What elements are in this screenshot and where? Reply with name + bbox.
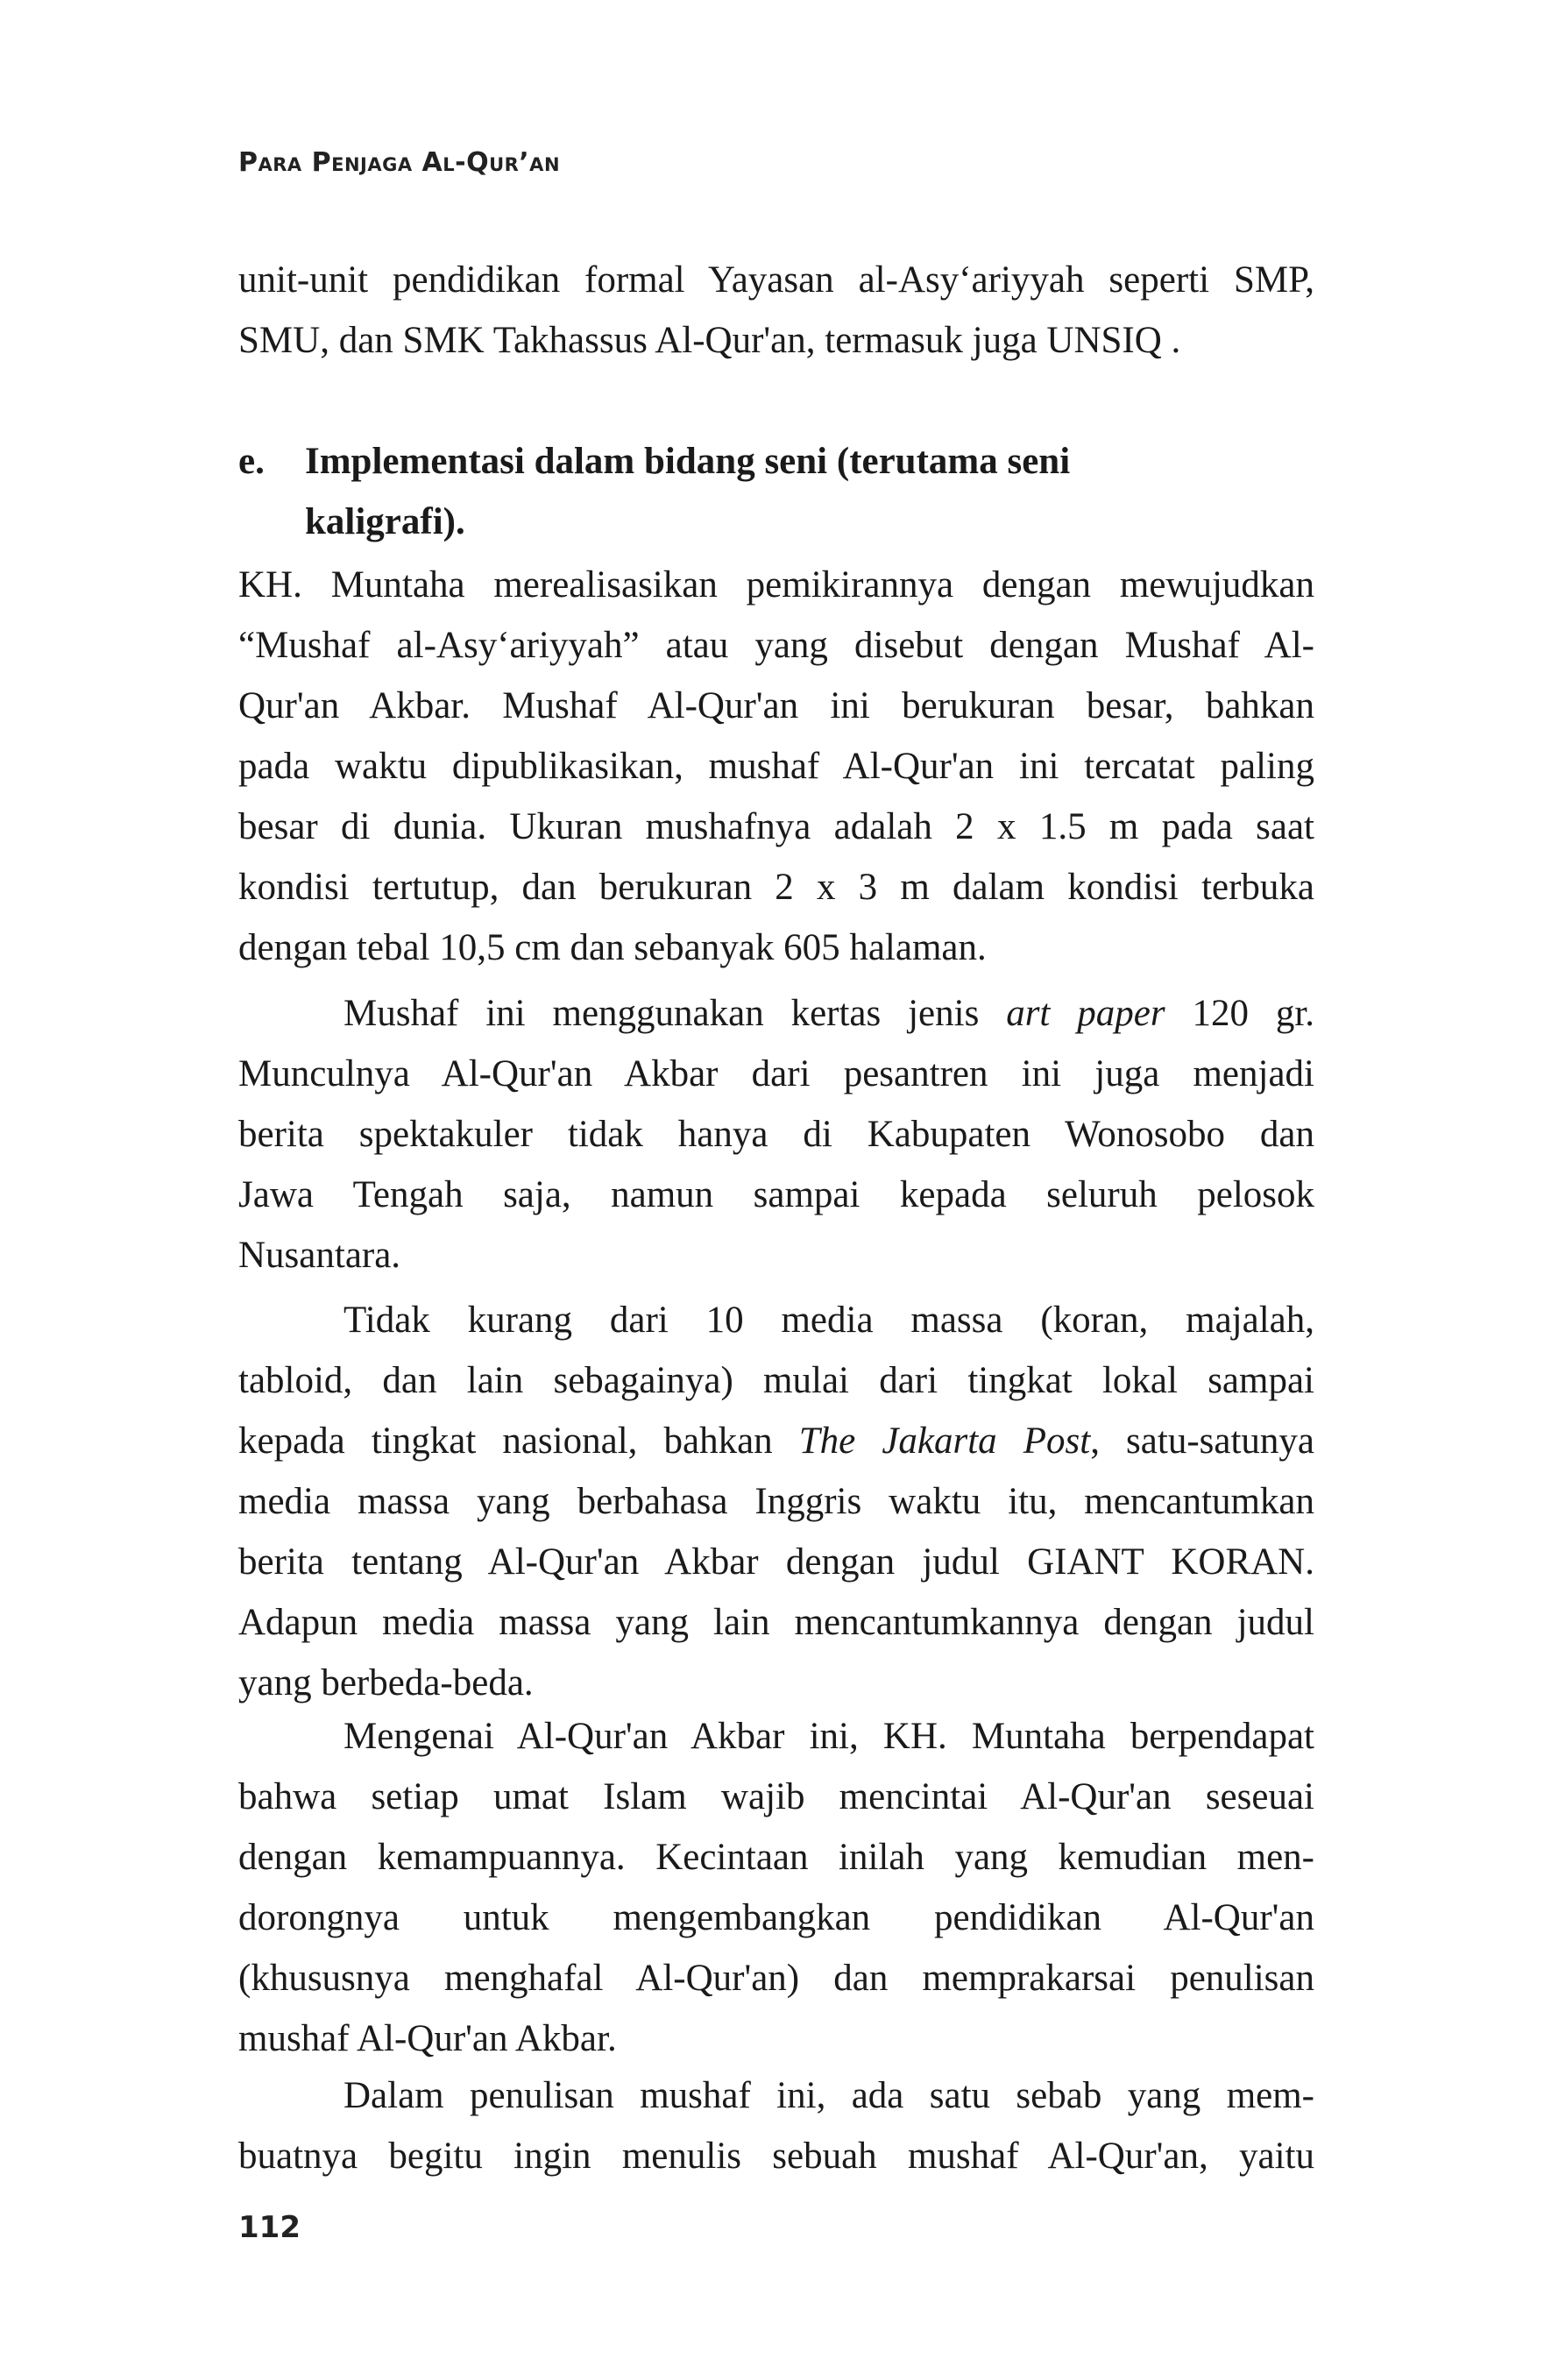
section-heading <box>238 431 1314 552</box>
text-line: bahwa setiap umat Islam wajib mencintai Al-Qur'an seseuai <box>238 1776 1314 1817</box>
italic-term: The Jakarta Post <box>798 1420 1091 1462</box>
paragraph-5 <box>238 2065 1314 2186</box>
text-line: berita spektakuler tidak hanya di Kabupaten Wonosobo dan <box>238 1114 1314 1155</box>
italic-term: art paper <box>1006 993 1165 1034</box>
text-line: Munculnya Al-Qur'an Akbar dari pesantren ini juga menjadi <box>238 1053 1314 1094</box>
text-run: , satu-satunya <box>1090 1420 1314 1462</box>
page-number: 112 <box>238 2210 301 2245</box>
paragraph-3 <box>238 1290 1314 1713</box>
text-line: pada waktu dipublikasikan, mushaf Al-Qur'an ini tercatat paling <box>238 746 1314 787</box>
intro-paragraph <box>238 250 1314 371</box>
text-run: 120 gr. <box>1165 993 1315 1034</box>
text-line: Jawa Tengah saja, namun sampai kepada seluruh pelosok <box>238 1174 1314 1215</box>
text-line: mushaf Al-Qur'an Akbar. <box>238 2018 617 2059</box>
text-line: Qur'an Akbar. Mushaf Al-Qur'an ini berukuran besar, bahkan <box>238 685 1314 726</box>
text-line: besar di dunia. Ukuran mushafnya adalah 2 x 1.5 m pada saat <box>238 806 1314 847</box>
text-line: Adapun media massa yang lain mencantumkannya dengan judul <box>238 1602 1314 1643</box>
paragraph-4 <box>238 1706 1314 2069</box>
text-line <box>238 983 1314 1044</box>
text-line: kondisi tertutup, dan berukuran 2 x 3 m dalam kondisi terbuka <box>238 867 1314 908</box>
text-line: dengan tebal 10,5 cm dan sebanyak 605 halaman. <box>238 927 987 968</box>
text-line: “Mushaf al-Asy‘ariyyah” atau yang disebut dengan Mushaf Al- <box>238 625 1314 666</box>
running-head: Para Penjaga Al-Qur’an <box>238 147 561 178</box>
text-line: Mengenai Al-Qur'an Akbar ini, KH. Muntaha berpendapat <box>343 1716 1314 1757</box>
section-letter: e. <box>238 441 265 482</box>
text-line: SMU, dan SMK Takhassus Al-Qur'an, termasuk juga UNSIQ . <box>238 320 1181 361</box>
text-line: KH. Muntaha merealisasikan pemikirannya dengan mewujudkan <box>238 564 1314 606</box>
text-line: dengan kemampuannya. Kecintaan inilah yang kemudian men- <box>238 1837 1314 1878</box>
text-line: tabloid, dan lain sebagainya) mulai dari tingkat lokal sampai <box>238 1360 1314 1401</box>
text-line: Dalam penulisan mushaf ini, ada satu sebab yang mem- <box>343 2075 1314 2116</box>
text-line: yang berbeda-beda. <box>238 1662 534 1704</box>
text-line: Nusantara. <box>238 1235 401 1276</box>
text-line <box>238 1411 1314 1471</box>
section-title-line: kaligrafi). <box>305 501 465 542</box>
text-run: Mushaf ini menggunakan kertas jenis <box>343 993 1007 1034</box>
paragraph-2 <box>238 983 1314 1286</box>
text-line: dorongnya untuk mengembangkan pendidikan Al-Qur'an <box>238 1897 1314 1938</box>
text-line: berita tentang Al-Qur'an Akbar dengan judul GIANT KORAN. <box>238 1541 1314 1583</box>
text-line: unit-unit pendidikan formal Yayasan al-Asy‘ariyyah seperti SMP, <box>238 259 1314 301</box>
text-line: buatnya begitu ingin menulis sebuah mushaf Al-Qur'an, yaitu <box>238 2136 1314 2177</box>
section-title-line: Implementasi dalam bidang seni (terutama seni <box>305 441 1071 482</box>
text-line: media massa yang berbahasa Inggris waktu itu, mencantumkan <box>238 1481 1314 1522</box>
paragraph-1 <box>238 555 1314 978</box>
text-line: Tidak kurang dari 10 media massa (koran, majalah, <box>343 1300 1314 1341</box>
text-run: kepada tingkat nasional, bahkan <box>238 1420 799 1462</box>
text-line: (khususnya menghafal Al-Qur'an) dan memprakarsai penulisan <box>238 1958 1314 1999</box>
